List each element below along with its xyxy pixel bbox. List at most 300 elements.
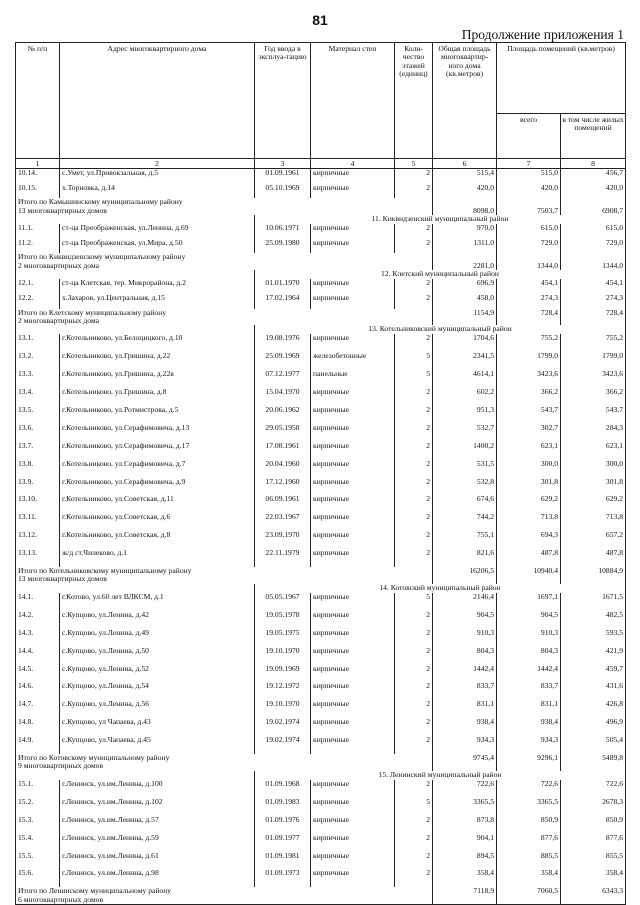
row-address: с.Купцово, ул.Ленина, д.52 bbox=[60, 665, 255, 683]
total-row bbox=[16, 567, 626, 575]
row-area-living: 421,9 bbox=[561, 647, 626, 665]
row-material: кирпичные bbox=[311, 718, 395, 736]
row-year: 17.12.1960 bbox=[255, 478, 311, 496]
row-total-area: 755,1 bbox=[433, 531, 497, 549]
total-area-living bbox=[561, 317, 626, 325]
row-area-living: 713,8 bbox=[561, 513, 626, 531]
row-year: 29.05.1958 bbox=[255, 424, 311, 442]
total-row bbox=[16, 317, 626, 325]
row-total-area: 1311,0 bbox=[433, 239, 497, 254]
header-year: Год ввода в эксплуа-тацию bbox=[255, 43, 311, 159]
row-address: г.Котельниково, ул.Гришина, д.22 bbox=[60, 352, 255, 370]
row-number: 13.2. bbox=[16, 352, 60, 370]
row-floors: 2 bbox=[395, 478, 433, 496]
row-total-area: 951,3 bbox=[433, 406, 497, 424]
total-row bbox=[16, 253, 626, 261]
total-label: Итого по Киквидзенскому муниципальному району bbox=[16, 253, 433, 261]
col-number: 6 bbox=[433, 159, 497, 169]
row-area-all: 1697,1 bbox=[497, 593, 561, 611]
row-total-area: 934,3 bbox=[433, 736, 497, 754]
row-total-area: 970,0 bbox=[433, 224, 497, 239]
row-area-living: 593,5 bbox=[561, 629, 626, 647]
table-row bbox=[16, 665, 626, 683]
header-floors: Коли-чество этажей (единиц) bbox=[395, 43, 433, 159]
row-floors: 2 bbox=[395, 513, 433, 531]
row-number: 13.6. bbox=[16, 424, 60, 442]
row-floors: 2 bbox=[395, 611, 433, 629]
row-year: 06.09.1961 bbox=[255, 495, 311, 513]
row-area-all: 877,6 bbox=[497, 834, 561, 852]
row-material: кирпичные bbox=[311, 184, 395, 199]
header-material: Материал стен bbox=[311, 43, 395, 159]
total-area-all: 7060,5 bbox=[497, 887, 561, 895]
row-total-area: 831,1 bbox=[433, 700, 497, 718]
total-area: 16206,5 bbox=[433, 567, 497, 575]
row-total-area: 532,7 bbox=[433, 424, 497, 442]
row-year: 05.10.1969 bbox=[255, 184, 311, 199]
row-area-living: 722,6 bbox=[561, 780, 626, 798]
row-area-living: 366,2 bbox=[561, 388, 626, 406]
table-row bbox=[16, 478, 626, 496]
row-total-area: 3365,5 bbox=[433, 798, 497, 816]
row-number: 13.1. bbox=[16, 334, 60, 352]
row-material: кирпичные bbox=[311, 611, 395, 629]
row-area-all: 885,5 bbox=[497, 852, 561, 870]
row-area-all: 833,7 bbox=[497, 682, 561, 700]
total-area: 7118,9 bbox=[433, 887, 497, 895]
row-area-living: 505,4 bbox=[561, 736, 626, 754]
row-area-living: 629,2 bbox=[561, 495, 626, 513]
total-label: Итого по Камышинскому муниципальному району bbox=[16, 198, 433, 206]
row-number: 10.15. bbox=[16, 184, 60, 199]
region-row bbox=[16, 270, 626, 279]
region-title: 11. Киквидзенский муниципальный район bbox=[255, 215, 626, 224]
total-row bbox=[16, 198, 626, 206]
row-area-all: 729,0 bbox=[497, 239, 561, 254]
row-address: г.Котельниково, ул.Серафимовича, д.9 bbox=[60, 478, 255, 496]
row-area-living: 1671,5 bbox=[561, 593, 626, 611]
row-number: 14.9. bbox=[16, 736, 60, 754]
table-row bbox=[16, 184, 626, 199]
total-row bbox=[16, 262, 626, 270]
total-label: 2 многоквартирных дома bbox=[16, 317, 433, 325]
row-total-area: 1400,2 bbox=[433, 442, 497, 460]
row-area-all: 366,2 bbox=[497, 388, 561, 406]
row-area-all: 487,8 bbox=[497, 549, 561, 567]
row-area-all: 831,1 bbox=[497, 700, 561, 718]
header-num: № п/п bbox=[16, 43, 60, 159]
row-floors: 2 bbox=[395, 224, 433, 239]
row-area-living: 420,0 bbox=[561, 184, 626, 199]
row-floors: 2 bbox=[395, 718, 433, 736]
row-year: 19.09.1969 bbox=[255, 665, 311, 683]
row-floors: 2 bbox=[395, 169, 433, 184]
row-address: г.Ленинск, ул.им.Ленина, д.98 bbox=[60, 869, 255, 887]
row-floors: 2 bbox=[395, 460, 433, 478]
row-area-all: 629,2 bbox=[497, 495, 561, 513]
row-total-area: 531,5 bbox=[433, 460, 497, 478]
row-address: г.Ленинск, ул.им.Ленина, д.100 bbox=[60, 780, 255, 798]
row-area-all: 300,0 bbox=[497, 460, 561, 478]
row-area-living: 482,5 bbox=[561, 611, 626, 629]
total-area-all bbox=[497, 198, 561, 206]
total-label: Итого по Котовскому муниципальному району bbox=[16, 754, 433, 762]
row-year: 10.06.1971 bbox=[255, 224, 311, 239]
row-material: кирпичные bbox=[311, 478, 395, 496]
row-area-living: 274,3 bbox=[561, 294, 626, 309]
col-number: 5 bbox=[395, 159, 433, 169]
row-number: 13.13. bbox=[16, 549, 60, 567]
row-total-area: 744,2 bbox=[433, 513, 497, 531]
total-area-living bbox=[561, 762, 626, 770]
header-total-area: Общая площадь многоквартир-ного дома (кв.метров) bbox=[433, 43, 497, 159]
table-row bbox=[16, 169, 626, 184]
row-number: 14.1. bbox=[16, 593, 60, 611]
row-address: с.Купцово, ул.Ленина, д.49 bbox=[60, 629, 255, 647]
table-row bbox=[16, 869, 626, 887]
row-number: 11.1. bbox=[16, 224, 60, 239]
row-area-living: 850,9 bbox=[561, 816, 626, 834]
row-material: кирпичные bbox=[311, 682, 395, 700]
row-year: 22.11.1979 bbox=[255, 549, 311, 567]
table-row bbox=[16, 852, 626, 870]
row-area-all: 3365,5 bbox=[497, 798, 561, 816]
row-address: г.Ленинск, ул.им.Ленина, д.102 bbox=[60, 798, 255, 816]
row-number: 15.3. bbox=[16, 816, 60, 834]
row-address: г.Котельниково, ул.Серафимовича, д.7 bbox=[60, 460, 255, 478]
table-row bbox=[16, 294, 626, 309]
total-label: Итого по Клетскому муниципальному району bbox=[16, 309, 433, 317]
row-material: кирпичные bbox=[311, 239, 395, 254]
row-material: кирпичные bbox=[311, 834, 395, 852]
row-total-area: 722,6 bbox=[433, 780, 497, 798]
row-area-all: 904,5 bbox=[497, 611, 561, 629]
row-address: с.Умет, ул.Привокзальная, д.5 bbox=[60, 169, 255, 184]
table-row bbox=[16, 442, 626, 460]
row-year: 22.03.1967 bbox=[255, 513, 311, 531]
total-row bbox=[16, 309, 626, 317]
row-material: кирпичные bbox=[311, 531, 395, 549]
row-material: кирпичные bbox=[311, 816, 395, 834]
row-address: г.Ленинск, ул.им.Ленина, д.61 bbox=[60, 852, 255, 870]
row-number: 15.4. bbox=[16, 834, 60, 852]
row-number: 13.7. bbox=[16, 442, 60, 460]
row-area-living: 729,0 bbox=[561, 239, 626, 254]
row-floors: 5 bbox=[395, 593, 433, 611]
row-area-living: 301,8 bbox=[561, 478, 626, 496]
total-area-all bbox=[497, 253, 561, 261]
col-number: 1 bbox=[16, 159, 60, 169]
row-area-all: 301,8 bbox=[497, 478, 561, 496]
row-area-living: 284,3 bbox=[561, 424, 626, 442]
table-row bbox=[16, 352, 626, 370]
col-number: 3 bbox=[255, 159, 311, 169]
total-label: Итого по Ленинскому муниципальному району bbox=[16, 887, 433, 895]
row-number: 13.9. bbox=[16, 478, 60, 496]
row-year: 25.09.1980 bbox=[255, 239, 311, 254]
row-area-living: 855,5 bbox=[561, 852, 626, 870]
row-floors: 2 bbox=[395, 869, 433, 887]
row-material: железобетонные bbox=[311, 352, 395, 370]
row-year: 19.10.1970 bbox=[255, 647, 311, 665]
row-number: 10.14. bbox=[16, 169, 60, 184]
row-floors: 2 bbox=[395, 700, 433, 718]
row-material: кирпичные bbox=[311, 549, 395, 567]
row-number: 15.5. bbox=[16, 852, 60, 870]
row-total-area: 904,5 bbox=[433, 611, 497, 629]
row-area-all: 274,3 bbox=[497, 294, 561, 309]
row-number: 13.3. bbox=[16, 370, 60, 388]
row-floors: 2 bbox=[395, 294, 433, 309]
total-area-living bbox=[561, 575, 626, 583]
row-area-all: 515,0 bbox=[497, 169, 561, 184]
total-area-all: 1344,0 bbox=[497, 262, 561, 270]
row-floors: 5 bbox=[395, 352, 433, 370]
row-area-living: 623,1 bbox=[561, 442, 626, 460]
row-area-all: 755,2 bbox=[497, 334, 561, 352]
total-area-living: 5489,8 bbox=[561, 754, 626, 762]
row-address: х.Торновка, д.14 bbox=[60, 184, 255, 199]
row-floors: 2 bbox=[395, 736, 433, 754]
header-address: Адрес многоквартирного дома bbox=[60, 43, 255, 159]
row-material: кирпичные bbox=[311, 869, 395, 887]
row-year: 19.02.1974 bbox=[255, 736, 311, 754]
row-floors: 2 bbox=[395, 682, 433, 700]
row-total-area: 833,7 bbox=[433, 682, 497, 700]
col-number: 4 bbox=[311, 159, 395, 169]
total-area-all: 7503,7 bbox=[497, 207, 561, 215]
page-number: 81 bbox=[312, 12, 328, 28]
row-area-living: 487,8 bbox=[561, 549, 626, 567]
header-premises: Площадь помещений (кв.метров) bbox=[497, 43, 626, 114]
table-row bbox=[16, 239, 626, 254]
row-address: ст-ца Преображенская, ул.Ленина, д.69 bbox=[60, 224, 255, 239]
row-material: кирпичные bbox=[311, 700, 395, 718]
row-floors: 2 bbox=[395, 239, 433, 254]
table-row bbox=[16, 780, 626, 798]
row-address: г.Котельниково, ул.Гришина, д.8 bbox=[60, 388, 255, 406]
row-material: кирпичные bbox=[311, 424, 395, 442]
row-address: г.Котельниково, ул.Серафимовича, д.13 bbox=[60, 424, 255, 442]
row-area-all: 694,3 bbox=[497, 531, 561, 549]
table-row bbox=[16, 531, 626, 549]
table-row bbox=[16, 279, 626, 294]
row-area-living: 877,6 bbox=[561, 834, 626, 852]
row-address: г.Ленинск, ул.им.Ленина, д.57 bbox=[60, 816, 255, 834]
region-row bbox=[16, 771, 626, 780]
total-label: 2 многоквартирных дома bbox=[16, 262, 433, 270]
total-area: 1154,9 bbox=[433, 309, 497, 317]
row-floors: 2 bbox=[395, 424, 433, 442]
row-address: с.Купцово, ул.Чапаева, д.45 bbox=[60, 736, 255, 754]
row-area-living: 358,4 bbox=[561, 869, 626, 887]
row-year: 01.09.1981 bbox=[255, 852, 311, 870]
row-floors: 2 bbox=[395, 531, 433, 549]
row-number: 14.4. bbox=[16, 647, 60, 665]
row-material: кирпичные bbox=[311, 780, 395, 798]
region-title: 14. Котовский муниципальный район bbox=[255, 584, 626, 593]
row-total-area: 904,1 bbox=[433, 834, 497, 852]
total-area-all bbox=[497, 575, 561, 583]
row-material: кирпичные bbox=[311, 495, 395, 513]
total-label: 9 многоквартирных домов bbox=[16, 762, 433, 770]
total-row bbox=[16, 896, 626, 905]
total-row bbox=[16, 887, 626, 895]
row-area-all: 1442,4 bbox=[497, 665, 561, 683]
table-row bbox=[16, 816, 626, 834]
row-area-living: 2678,3 bbox=[561, 798, 626, 816]
row-number: 13.12. bbox=[16, 531, 60, 549]
table-row bbox=[16, 370, 626, 388]
table-row bbox=[16, 593, 626, 611]
row-year: 19.08.1976 bbox=[255, 334, 311, 352]
total-area bbox=[433, 762, 497, 770]
row-area-all: 543,7 bbox=[497, 406, 561, 424]
row-total-area: 1704,6 bbox=[433, 334, 497, 352]
row-total-area: 532,8 bbox=[433, 478, 497, 496]
row-area-all: 910,3 bbox=[497, 629, 561, 647]
row-total-area: 804,3 bbox=[433, 647, 497, 665]
row-total-area: 674,6 bbox=[433, 495, 497, 513]
row-floors: 2 bbox=[395, 184, 433, 199]
row-number: 14.3. bbox=[16, 629, 60, 647]
row-material: кирпичные bbox=[311, 593, 395, 611]
row-area-all: 938,4 bbox=[497, 718, 561, 736]
row-floors: 2 bbox=[395, 647, 433, 665]
total-area bbox=[433, 896, 497, 905]
row-number: 14.6. bbox=[16, 682, 60, 700]
header-living: в том числе жилых помещений bbox=[561, 114, 626, 159]
row-number: 13.10. bbox=[16, 495, 60, 513]
housing-table bbox=[15, 42, 626, 905]
row-area-living: 1799,0 bbox=[561, 352, 626, 370]
row-year: 01.09.1983 bbox=[255, 798, 311, 816]
row-address: с.Купцово, ул.Ленина, д.50 bbox=[60, 647, 255, 665]
row-material: кирпичные bbox=[311, 406, 395, 424]
region-row bbox=[16, 584, 626, 593]
row-area-living: 496,9 bbox=[561, 718, 626, 736]
total-area-living: 10884,9 bbox=[561, 567, 626, 575]
row-material: кирпичные bbox=[311, 798, 395, 816]
total-row bbox=[16, 575, 626, 583]
row-area-all: 722,6 bbox=[497, 780, 561, 798]
table-row bbox=[16, 611, 626, 629]
row-total-area: 938,4 bbox=[433, 718, 497, 736]
row-floors: 2 bbox=[395, 852, 433, 870]
col-number: 8 bbox=[561, 159, 626, 169]
total-area-living: 6908,7 bbox=[561, 207, 626, 215]
row-year: 05.05.1967 bbox=[255, 593, 311, 611]
row-year: 01.01.1970 bbox=[255, 279, 311, 294]
row-number: 15.6. bbox=[16, 869, 60, 887]
row-year: 20.06.1962 bbox=[255, 406, 311, 424]
table-row bbox=[16, 700, 626, 718]
total-label: 13 многоквартирных домов bbox=[16, 575, 433, 583]
row-number: 15.1. bbox=[16, 780, 60, 798]
row-address: г.Котельниково, ул.Ротмистрова, д.5 bbox=[60, 406, 255, 424]
total-area-all: 728,4 bbox=[497, 309, 561, 317]
row-material: панельные bbox=[311, 370, 395, 388]
row-address: ст-ца Клетская, тер. Микрорайона, д.2 bbox=[60, 279, 255, 294]
row-year: 17.02.1964 bbox=[255, 294, 311, 309]
row-floors: 2 bbox=[395, 549, 433, 567]
total-label: Итого по Котельниковскому муниципальному району bbox=[16, 567, 433, 575]
row-year: 15.04.1970 bbox=[255, 388, 311, 406]
row-number: 14.7. bbox=[16, 700, 60, 718]
row-floors: 2 bbox=[395, 629, 433, 647]
region-spacer bbox=[16, 771, 255, 780]
row-area-all: 934,3 bbox=[497, 736, 561, 754]
row-total-area: 4614,1 bbox=[433, 370, 497, 388]
row-year: 19.05.1975 bbox=[255, 629, 311, 647]
total-area-all bbox=[497, 762, 561, 770]
table-row bbox=[16, 495, 626, 513]
total-area-all: 10940,4 bbox=[497, 567, 561, 575]
table-row bbox=[16, 224, 626, 239]
row-number: 14.8. bbox=[16, 718, 60, 736]
total-area: 9745,4 bbox=[433, 754, 497, 762]
row-address: г.Ленинск, ул.им.Ленина, д.59 bbox=[60, 834, 255, 852]
row-total-area: 515,4 bbox=[433, 169, 497, 184]
row-number: 15.2. bbox=[16, 798, 60, 816]
row-year: 25.09.1969 bbox=[255, 352, 311, 370]
table-row bbox=[16, 460, 626, 478]
row-area-all: 615,0 bbox=[497, 224, 561, 239]
total-area-living bbox=[561, 198, 626, 206]
row-area-living: 456,7 bbox=[561, 169, 626, 184]
row-area-all: 713,8 bbox=[497, 513, 561, 531]
row-material: кирпичные bbox=[311, 442, 395, 460]
row-total-area: 2146,4 bbox=[433, 593, 497, 611]
region-title: 12. Клетский муниципальный район bbox=[255, 270, 626, 279]
row-year: 17.08.1961 bbox=[255, 442, 311, 460]
table-row bbox=[16, 682, 626, 700]
row-total-area: 821,6 bbox=[433, 549, 497, 567]
total-area bbox=[433, 198, 497, 206]
row-area-all: 850,9 bbox=[497, 816, 561, 834]
row-address: г.Котельниково, ул.Серафимовича, д.17 bbox=[60, 442, 255, 460]
table-row bbox=[16, 736, 626, 754]
row-floors: 5 bbox=[395, 370, 433, 388]
table-row bbox=[16, 406, 626, 424]
row-address: х.Захаров, ул.Центральная, д.15 bbox=[60, 294, 255, 309]
region-title: 15. Ленинский муниципальный район bbox=[255, 771, 626, 780]
row-number: 13.8. bbox=[16, 460, 60, 478]
row-area-living: 459,7 bbox=[561, 665, 626, 683]
row-total-area: 910,3 bbox=[433, 629, 497, 647]
row-year: 20.04.1960 bbox=[255, 460, 311, 478]
row-total-area: 2341,5 bbox=[433, 352, 497, 370]
row-year: 07.12.1977 bbox=[255, 370, 311, 388]
row-total-area: 894,5 bbox=[433, 852, 497, 870]
row-year: 19.10.1970 bbox=[255, 700, 311, 718]
row-material: кирпичные bbox=[311, 388, 395, 406]
row-material: кирпичные bbox=[311, 224, 395, 239]
row-area-all: 623,1 bbox=[497, 442, 561, 460]
table-row bbox=[16, 388, 626, 406]
row-address: с.Купцово, ул.Ленина, д.56 bbox=[60, 700, 255, 718]
table-row bbox=[16, 549, 626, 567]
table-row bbox=[16, 629, 626, 647]
row-area-living: 426,8 bbox=[561, 700, 626, 718]
total-area-living: 6343,3 bbox=[561, 887, 626, 895]
total-row bbox=[16, 754, 626, 762]
total-area-all: 9296,1 bbox=[497, 754, 561, 762]
row-total-area: 1442,4 bbox=[433, 665, 497, 683]
row-area-living: 454,1 bbox=[561, 279, 626, 294]
region-row bbox=[16, 215, 626, 224]
row-floors: 2 bbox=[395, 334, 433, 352]
